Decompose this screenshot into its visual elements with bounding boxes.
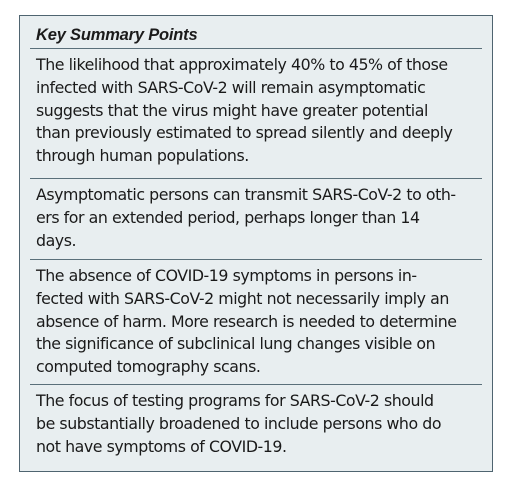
divider: [30, 178, 482, 179]
divider: [30, 48, 482, 49]
divider: [30, 259, 482, 260]
key-summary-box: [19, 15, 493, 472]
divider: [30, 384, 482, 385]
summary-point-4: The focus of testing programs for SARS-CoV-2 should be substantially broadened to include persons who do not have symptoms of COVID-19.: [36, 391, 442, 456]
summary-point-1: The likelihood that approximately 40% to 45% of those infected with SARS-CoV-2 will remain asymptomatic suggests that the virus might have greater potential than previously estimated to spread silently and deeply through human populations.: [36, 55, 453, 166]
summary-point-2: Asymptomatic persons can transmit SARS-CoV-2 to oth- ers for an extended period, perhaps longer than 14 days.: [36, 185, 456, 250]
summary-heading: Key Summary Points: [36, 26, 198, 44]
summary-point-3: The absence of COVID-19 symptoms in persons in- fected with SARS-CoV-2 might not necessarily imply an absence of harm. More research is needed to determine the significance of subclinical lung changes visible on computed tomography scans.: [36, 266, 457, 377]
